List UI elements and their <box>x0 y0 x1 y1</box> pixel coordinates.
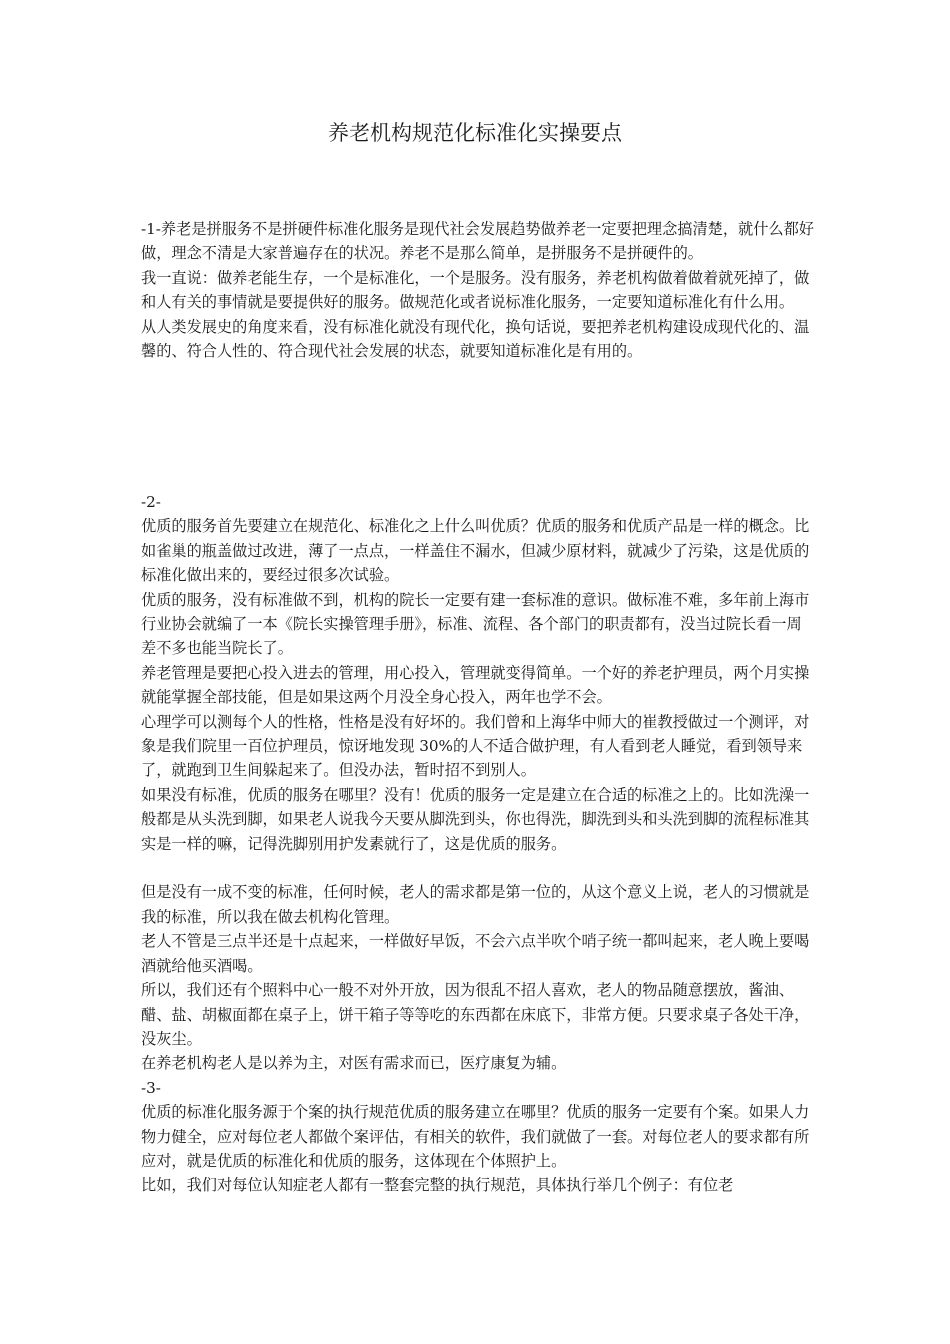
paragraph: 比如，我们对每位认知症老人都有一整套完整的执行规范，具体执行举几个例子：有位老 <box>141 1176 734 1195</box>
document-title: 养老机构规范化标准化实操要点 <box>328 121 622 145</box>
paragraph: 心理学可以测每个人的性格，性格是没有好坏的。我们曾和上海华中师大的崔教授做过一个测评，对象是我们院里一百位护理员，惊讶地发现 30%的人不适合做护理，有人看到老人睡觉，看到领导来了，就跑到卫生间躲起来了。但没办法，暂时招不到别人。 <box>141 712 810 780</box>
blank-line <box>141 856 816 880</box>
paragraph: 优质的标准化服务源于个案的执行规范优质的服务建立在哪里？优质的服务一定要有个案。如果人力物力健全，应对每位老人都做个案评估，有相关的软件，我们就做了一套。对每位老人的要求都有所应对，就是优质的标准化和优质的服务，这体现在个体照护上。 <box>141 1103 810 1170</box>
paragraph: 老人不管是三点半还是十点起来，一样做好早饭，不会六点半吹个哨子统一都叫起来，老人晚上要喝酒就给他买酒喝。 <box>141 932 810 975</box>
paragraph: 从人类发展史的角度来看，没有标准化就没有现代化，换句话说，要把养老机构建设成现代化的、温馨的、符合人性的、符合现代社会发展的状态，就要知道标准化是有用的。 <box>141 317 810 361</box>
paragraph: 所以，我们还有个照料中心一般不对外开放，因为很乱不招人喜欢，老人的物品随意摆放，酱油、醋、盐、胡椒面都在桌子上，饼干箱子等等吃的东西都在床底下，非常方便。只要求桌子各处干净，没灰尘。 <box>141 981 810 1048</box>
section-marker-3: -3- <box>141 1078 161 1097</box>
paragraph: 优质的服务首先要建立在规范化、标准化之上什么叫优质？优质的服务和优质产品是一样的概念。比如雀巢的瓶盖做过改进，薄了一点点，一样盖住不漏水，但减少原材料，就减少了污染，这是优质的标准化做出来的，要经过很多次试验。 <box>141 517 810 585</box>
paragraph: 如果没有标准，优质的服务在哪里？没有！优质的服务一定是建立在合适的标准之上的。比如洗澡一般都是从头洗到脚，如果老人说我今天要从脚洗到头，你也得洗，脚洗到头和头洗到脚的流程标准其实是一样的嘛，记得洗脚别用护发素就行了，这是优质的服务。 <box>141 785 810 853</box>
paragraph: 在养老机构老人是以养为主，对医有需求而已，医疗康复为辅。 <box>141 1054 567 1073</box>
section-marker-2: -2- <box>141 493 161 511</box>
paragraph: 养老管理是要把心投入进去的管理，用心投入，管理就变得简单。一个好的养老护理员，两个月实操就能掌握全部技能，但是如果这两个月没全身心投入，两年也学不会。 <box>141 663 810 707</box>
section-1 <box>141 217 816 363</box>
paragraph: 但是没有一成不变的标准，任何时候，老人的需求都是第一位的，从这个意义上说，老人的习惯就是我的标准，所以我在做去机构化管理。 <box>141 883 810 926</box>
paragraph: 我一直说：做养老能生存，一个是标准化，一个是服务。没有服务，养老机构做着做着就死掉了，做和人有关的事情就是要提供好的服务。做规范化或者说标准化服务，一定要知道标准化有什么用。 <box>141 268 810 312</box>
paragraph: 优质的服务，没有标准做不到，机构的院长一定要有建一套标准的意识。做标准不难，多年前上海市行业协会就编了一本《院长实操管理手册》，标准、流程、各个部门的职责都有，没当过院长看一周差不多也能当院长了。 <box>141 590 810 658</box>
paragraph: -1-养老是拼服务不是拼硬件标准化服务是现代社会发展趋势做养老一定要把理念搞清楚，就什么都好做，理念不清是大家普遍存在的状况。养老不是那么简单，是拼服务不是拼硬件的。 <box>141 220 814 263</box>
section-2 <box>141 490 816 1198</box>
